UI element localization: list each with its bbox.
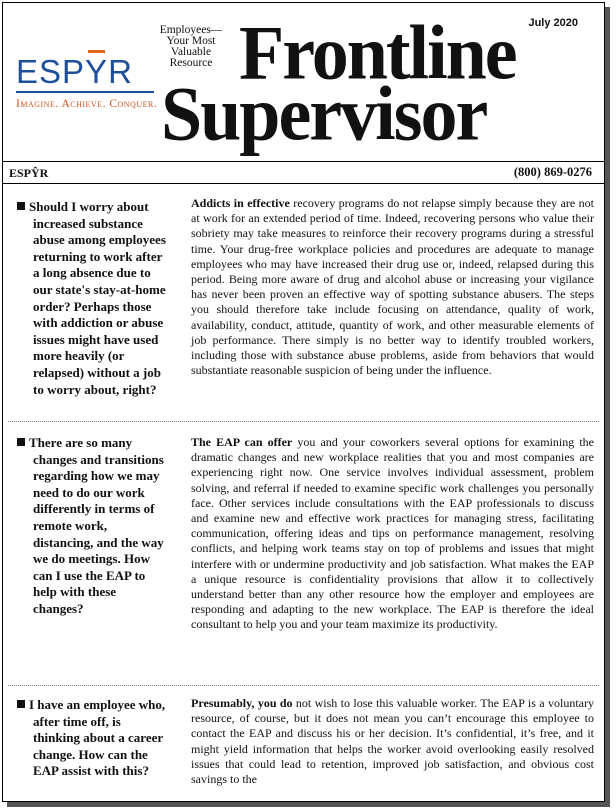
logo-text-y: Y xyxy=(85,53,109,90)
newsletter-page xyxy=(2,2,605,802)
tagline-line: Resource xyxy=(169,57,213,69)
section-divider xyxy=(8,685,599,686)
answer-3 xyxy=(191,696,594,787)
tagline-line: Valuable xyxy=(170,46,212,58)
answer-2 xyxy=(191,435,594,633)
logo-tagline: Imagine. Achieve. Conquer. xyxy=(16,98,158,110)
square-bullet-icon xyxy=(17,700,25,708)
answer-lead: Presumably, you do xyxy=(191,696,293,710)
masthead-line-2: Supervisor xyxy=(161,71,487,158)
question-text: There are so many changes and transitions regarding how we may need to do our work differently in terms of remote work, distancing, and the way we do meetings. How can I use the EAP to help with these changes? xyxy=(29,435,164,616)
logo-underline xyxy=(16,91,154,93)
question-2 xyxy=(17,435,169,618)
answer-text: recovery programs do not relapse simply because they are not at work for an extended period of time. Indeed, recovering persons who value their sobriety may take measures to reinforce their recovery programs during a stressful time. Your drug-free workplace policies and procedures are adequate to manage employees who may have increased their drug use or, indeed, relapsed during this period. Being more aware of drug and alcohol abuse or increasing your vigilance has never been proven an effective way of spotting substance abusers. The steps you should therefore take include focusing on attendance, quality of work, availability, conduct, attitude, quantity of work, and other measurable elements of job performance. There simply is no better way to identify troubled workers, including those with substance abuse problems, aside from behaviors that would substantiate reasonable suspicion of being under the influence. xyxy=(191,196,594,378)
logo-text-e: ESP xyxy=(16,53,86,90)
answer-lead: Addicts in effective xyxy=(191,196,290,210)
section-divider xyxy=(8,421,599,422)
answer-text: you and your coworkers several options for examining the dramatic changes and new workplace realities that you and most companies are experiencing right now. One service involves individual assessment, problem solving, and referral if needed to examine specific work challenges you personally face. Other services include consultations with the EAP professionals to discuss and examine new and effective work practices for managing stress, facilitating communication, offering ideas and tips on performance management, resolving conflicts, and helping work teams stay on top of problems and issues that might interfere with or undermine productivity and job satisfaction. What makes the EAP a unique resource is confidentiality provisions that allow it to collectively understand better than any other resource how the employer and employees are responding and adapting to the new workplace. The EAP is therefore the ideal consultant to help you and your team maximize its productivity. xyxy=(191,435,594,632)
logo-wordmark xyxy=(16,55,156,89)
square-bullet-icon xyxy=(17,438,25,446)
phone-number: (800) 869-0276 xyxy=(513,165,592,179)
answer-lead: The EAP can offer xyxy=(191,435,293,449)
tagline-line: Your Most xyxy=(166,35,216,47)
espyr-logo xyxy=(16,55,156,110)
answer-1 xyxy=(191,196,594,378)
question-3 xyxy=(17,697,169,780)
square-bullet-icon xyxy=(17,202,25,210)
masthead-line-1: Frontline xyxy=(239,10,516,97)
info-bar xyxy=(3,161,604,184)
logo-text-r: R xyxy=(108,53,133,90)
issue-date: July 2020 xyxy=(528,17,578,29)
masthead-header xyxy=(3,3,604,161)
tagline-line: Employees— xyxy=(159,24,223,36)
question-1 xyxy=(17,199,169,398)
answer-text: not wish to lose this valuable worker. The EAP is a voluntary resource, of course, but it does not mean you can’t encourage this employee to contact the EAP and discuss his or her decision. It’s confidential, it’s free, and it might yield information that helps the worker avoid overlooking easily resolved issues that could lead to retention, improved job satisfaction, and obvious cost savings to the xyxy=(191,696,594,787)
question-text: Should I worry about increased substance abuse among employees returning to work after a long absence due to our state's stay-at-home order? Perhaps those with addiction or abuse issues might have used more heavily (or relapsed) without a job to worry about, right? xyxy=(29,199,166,397)
question-text: I have an employee who, after time off, is thinking about a career change. How can the EAP assist with this? xyxy=(29,697,166,779)
brand-name: ESPŶR xyxy=(9,166,49,180)
